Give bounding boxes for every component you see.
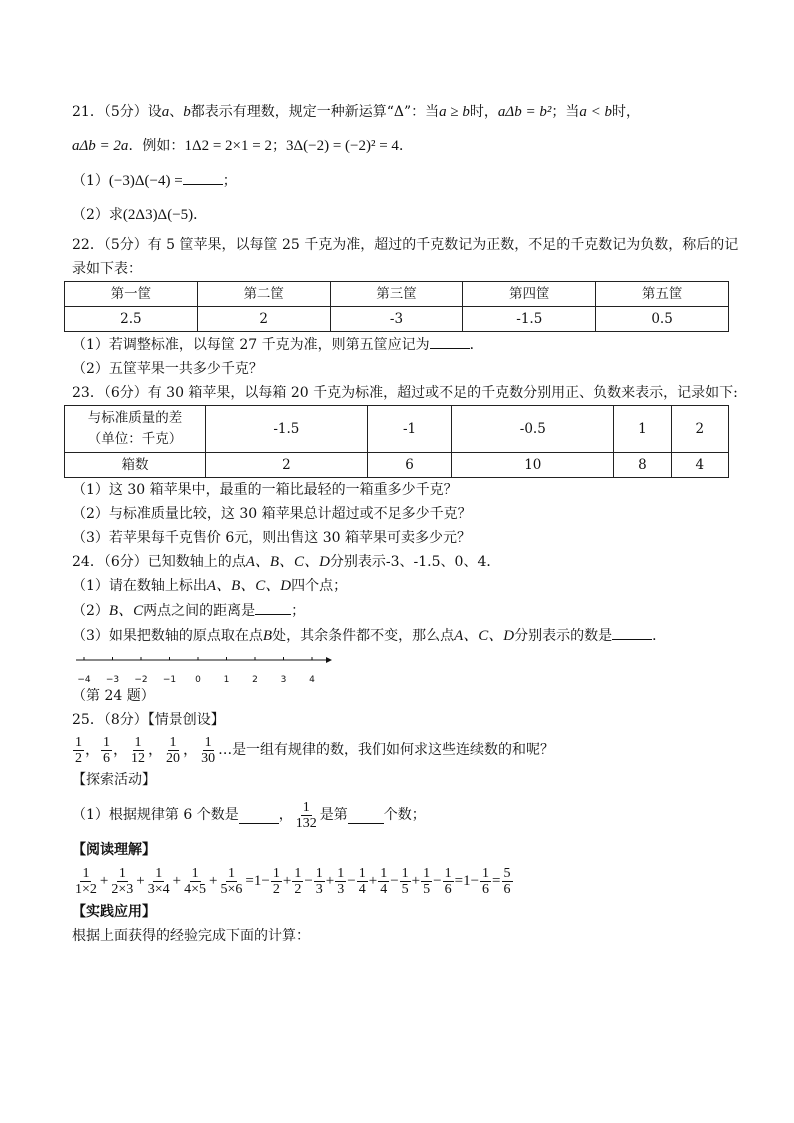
q24-part2-prefix: （2）	[72, 603, 109, 619]
table-cell: 8	[614, 453, 671, 478]
fraction	[101, 735, 112, 766]
q24-part2-suffix: 两点之间的距离是	[143, 603, 256, 619]
denominator: 2	[294, 881, 302, 897]
q24-part2	[72, 598, 730, 623]
row-label-line: 与标准质量的差	[87, 410, 183, 426]
numerator: 1	[337, 865, 345, 881]
numerator: 1	[118, 865, 126, 881]
q24-stem-suffix: 分别表示-3、-1.5、0、4．	[329, 554, 501, 570]
q25-stem: 25．（8分）【情景创设】	[72, 712, 225, 728]
denominator: 5×6	[220, 881, 243, 897]
q21-line1	[72, 100, 730, 124]
q24-part3-points: A、C、D	[454, 628, 515, 644]
plus-sign: +	[209, 873, 218, 889]
q24-points: A、B、C、D	[245, 554, 330, 570]
answer-blank[interactable]	[348, 807, 384, 824]
numerator: 1	[294, 865, 302, 881]
fraction-separator: ，	[85, 742, 101, 758]
q25-practice: 【实践应用】	[72, 904, 156, 920]
number-line-tick-label: 2	[252, 675, 258, 685]
q21-part1-end: ；	[222, 173, 237, 189]
answer-blank[interactable]	[255, 598, 291, 615]
fraction-separator: ，	[183, 742, 199, 758]
denominator: 6	[503, 881, 511, 897]
q24-caption: （第 24 题）	[72, 688, 155, 704]
q21-part2-end: ．	[193, 207, 208, 223]
q23-part2: （2）与标准质量比较，这 30 箱苹果总计超过或不足多少千克？	[72, 506, 472, 522]
denominator: 4	[358, 881, 366, 897]
table-cell: 0.5	[596, 307, 729, 332]
minus-sign: −	[470, 873, 480, 889]
denominator: 2	[272, 881, 280, 897]
q24-part3-end: ．	[652, 628, 667, 644]
numerator: 5	[503, 865, 511, 881]
fraction	[73, 735, 84, 766]
q22-stem-line1: 22．（5分）有 5 筐苹果，以每筐 25 千克为准，超过的千克数记为正数，不足的千克数记为负数，称后的记	[72, 237, 739, 253]
denominator: 132	[295, 815, 317, 831]
numerator: 1	[423, 865, 431, 881]
table-row	[65, 282, 729, 307]
fraction	[480, 866, 491, 897]
q21-line2	[72, 134, 730, 158]
fraction	[219, 866, 245, 897]
table-cell: 2	[671, 406, 728, 453]
number-line-tick-label: 4	[309, 675, 315, 685]
fraction	[164, 735, 182, 766]
minus-sign: −	[347, 873, 356, 889]
minus-sign: −	[261, 873, 270, 889]
q21-example-end: ．	[398, 138, 413, 154]
q21-cond1: a ≥ b	[439, 104, 470, 120]
denominator: 5	[423, 881, 431, 897]
fraction	[443, 866, 454, 897]
q25-part1-sep: ，	[278, 807, 293, 823]
q24-part1-points: A、B、C、D	[206, 578, 292, 594]
number-line-tick-label: −1	[162, 675, 177, 685]
numerator: 1	[444, 865, 452, 881]
numerator: 1	[302, 799, 310, 815]
plus-sign: +	[282, 873, 292, 889]
sequence-fractions	[72, 735, 218, 766]
q25-seq-suffix: …是一组有规律的数，我们如何求这些连续数的和呢？	[218, 742, 555, 758]
denominator: 20	[166, 750, 181, 766]
table-cell: 10	[452, 453, 614, 478]
q21-example1: 1Δ2 = 2×1 = 2	[184, 138, 272, 154]
denominator: 12	[131, 750, 146, 766]
denominator: 4	[380, 881, 388, 897]
table-row	[65, 406, 729, 453]
q23-stem: 23．（6分）有 30 箱苹果，以每箱 20 千克为标准，超过或不足的千克数分别用正、负数来表示，记录如下:	[72, 385, 738, 401]
numerator: 1	[380, 865, 388, 881]
fraction	[271, 866, 282, 897]
fraction	[335, 866, 346, 897]
numerator: 1	[191, 865, 199, 881]
numerator: 1	[272, 865, 280, 881]
table-cell: -0.5	[452, 406, 614, 453]
q25-part1	[72, 796, 730, 834]
one: 1	[253, 873, 262, 889]
q21-stem5: 时，	[611, 104, 640, 120]
numerator: 1	[227, 865, 235, 881]
table-row	[65, 307, 729, 332]
q21-stem: 都表示有理数，规定一种新运算“Δ”：当	[190, 104, 440, 120]
table-row-label	[65, 406, 206, 453]
q21-stem4: ；当	[551, 104, 580, 120]
plus-sign: +	[325, 873, 335, 889]
q21-part2	[72, 203, 730, 227]
q21-part1-prefix: （1）	[72, 173, 109, 189]
q21-part1-expr: (−3)Δ(−4) =	[108, 173, 183, 189]
minus-sign: −	[433, 873, 442, 889]
fraction	[294, 800, 319, 831]
table-header: 第五筐	[596, 282, 729, 307]
fraction	[314, 866, 325, 897]
number-line-tick-label: 3	[280, 675, 287, 685]
fraction	[199, 735, 217, 766]
answer-blank[interactable]	[430, 332, 470, 349]
fraction	[182, 866, 208, 897]
q23-part3: （3）若苹果每千克售价 6元，则出售这 30 箱苹果可卖多少元？	[72, 530, 471, 546]
q21-stem3: 时，	[469, 104, 498, 120]
number-line-tick-label: −4	[77, 675, 91, 685]
fraction	[357, 866, 368, 897]
number-line-svg	[72, 654, 342, 668]
q24-part2-points: B、C	[108, 603, 144, 619]
exam-page	[72, 100, 739, 948]
denominator: 5	[401, 881, 409, 897]
number-line	[72, 654, 730, 684]
equals-sign: =	[245, 873, 254, 889]
q24-part3-mid: 处，其余条件都不变，那么点	[272, 628, 455, 644]
q24-stem	[72, 550, 730, 574]
table-cell: 2	[197, 307, 330, 332]
table-header: 第四筐	[463, 282, 596, 307]
q24-part1-prefix: （1）请在数轴上标出	[72, 578, 207, 594]
plus-sign: +	[172, 873, 182, 889]
numerator: 1	[315, 865, 323, 881]
fraction	[73, 866, 99, 897]
table-cell: -3	[330, 307, 463, 332]
q24-stem-prefix: 24．（6分）已知数轴上的点	[72, 554, 246, 570]
q21-part2-expr: (2Δ3)Δ(−5)	[122, 207, 194, 223]
q22-part1-end: ．	[469, 337, 484, 353]
q21-example-sep: ；	[271, 138, 286, 154]
q21-part1	[72, 168, 730, 193]
q22-table	[64, 281, 729, 332]
q24-part1	[72, 574, 730, 598]
denominator: 3×4	[147, 881, 170, 897]
q24-part3-suffix: 分别表示的数是	[514, 628, 613, 644]
fraction	[129, 735, 147, 766]
denominator: 1×2	[75, 881, 97, 897]
numerator: 1	[401, 865, 409, 881]
table-header: 第二筐	[197, 282, 330, 307]
fraction	[146, 866, 172, 897]
minus-sign: −	[304, 873, 313, 889]
fraction	[400, 866, 411, 897]
table-cell: -1.5	[463, 307, 596, 332]
number-line-tick-label: −2	[134, 675, 148, 685]
denominator: 2×3	[111, 881, 134, 897]
q24-part2-end: ；	[291, 603, 306, 619]
minus-sign: −	[390, 873, 399, 889]
q23-table	[64, 405, 729, 478]
numerator: 1	[358, 865, 366, 881]
denominator: 30	[201, 750, 216, 766]
var-b: b	[183, 104, 191, 120]
q25-equation	[72, 862, 730, 900]
answer-blank[interactable]	[239, 807, 279, 824]
fraction	[292, 866, 303, 897]
q24-part3-point: B	[262, 628, 273, 644]
q25-sequence	[72, 732, 730, 768]
q22-stem-line2: 录如下表：	[72, 261, 142, 277]
numerator: 1	[75, 734, 82, 750]
q21-def1: aΔb = b²	[497, 104, 552, 120]
equals-sign: =	[492, 873, 501, 889]
row-label-line: （单位：千克）	[87, 431, 183, 447]
q21-example2: 3Δ(−2) = (−2)² = 4	[285, 138, 399, 154]
plus-sign: +	[411, 873, 421, 889]
number-line-arrow-icon	[326, 657, 332, 663]
answer-blank[interactable]	[183, 168, 223, 185]
number-line-tick-label: 0	[195, 675, 201, 685]
q25-part1-suffix: 个数；	[383, 807, 426, 823]
q21-cond2: a < b	[579, 104, 612, 120]
fraction	[502, 866, 513, 897]
numerator: 1	[482, 865, 490, 881]
number-line-tick-label: 1	[223, 675, 230, 685]
numerator: 1	[103, 734, 111, 750]
table-cell: 1	[614, 406, 671, 453]
number-line-tick-label: −3	[105, 675, 120, 685]
table-cell: 4	[671, 453, 728, 478]
fraction-separator: ，	[113, 742, 129, 758]
var-a: a	[161, 104, 170, 120]
q22-part1-text: （1）若调整标准，以每筐 27 千克为准，则第五筐应记为	[72, 337, 430, 353]
table-header: 第一筐	[65, 282, 198, 307]
equals-sign: =	[454, 873, 464, 889]
fraction	[421, 866, 432, 897]
denominator: 6	[444, 881, 452, 897]
numerator: 1	[134, 734, 142, 750]
fraction	[378, 866, 389, 897]
numerator: 1	[204, 734, 212, 750]
denominator: 6	[103, 750, 111, 766]
table-cell: 6	[367, 453, 452, 478]
plus-sign: +	[136, 873, 145, 889]
q24-part3-prefix: （3）如果把数轴的原点取在点	[72, 628, 263, 644]
q21-example-prefix: ．例如：	[128, 138, 185, 154]
q24-part3	[72, 623, 730, 648]
q25-part1-mid: 是第	[319, 807, 348, 823]
q24-part1-suffix: 四个点；	[291, 578, 348, 594]
q23-part1: （1）这 30 箱苹果中，最重的一箱比最轻的一箱重多少千克？	[72, 482, 458, 498]
one: 1	[463, 873, 471, 889]
q22-part1	[72, 332, 730, 357]
q22-part2: （2）五筐苹果一共多少千克？	[72, 361, 263, 377]
denominator: 3	[315, 881, 323, 897]
denominator: 2	[75, 750, 82, 766]
plus-sign: +	[99, 873, 109, 889]
answer-blank[interactable]	[612, 623, 652, 640]
fraction	[109, 866, 135, 897]
q25-reading: 【阅读理解】	[72, 842, 156, 858]
table-cell: 2.5	[65, 307, 198, 332]
fraction-separator: ，	[148, 742, 164, 758]
numerator: 1	[82, 865, 90, 881]
numerator: 1	[155, 865, 163, 881]
numerator: 1	[169, 734, 177, 750]
q21-sep: 、	[169, 104, 184, 120]
q21-def2: aΔb = 2a	[72, 138, 129, 154]
q21-number: 21．（5分）设	[72, 104, 162, 120]
table-cell: 2	[206, 453, 368, 478]
q25-part1-prefix: （1）根据规律第 6 个数是	[72, 807, 239, 823]
q25-practice-text: 根据上面获得的经验完成下面的计算：	[72, 928, 310, 944]
q25-explore: 【探索活动】	[72, 772, 156, 788]
table-header: 第三筐	[330, 282, 463, 307]
table-row	[65, 453, 729, 478]
denominator: 3	[337, 881, 345, 897]
denominator: 4×5	[184, 881, 207, 897]
plus-sign: +	[368, 873, 378, 889]
table-cell: -1.5	[206, 406, 368, 453]
q21-part2-prefix: （2）求	[72, 207, 123, 223]
table-cell: -1	[367, 406, 452, 453]
denominator: 6	[482, 881, 490, 897]
table-row-label: 箱数	[65, 453, 206, 478]
